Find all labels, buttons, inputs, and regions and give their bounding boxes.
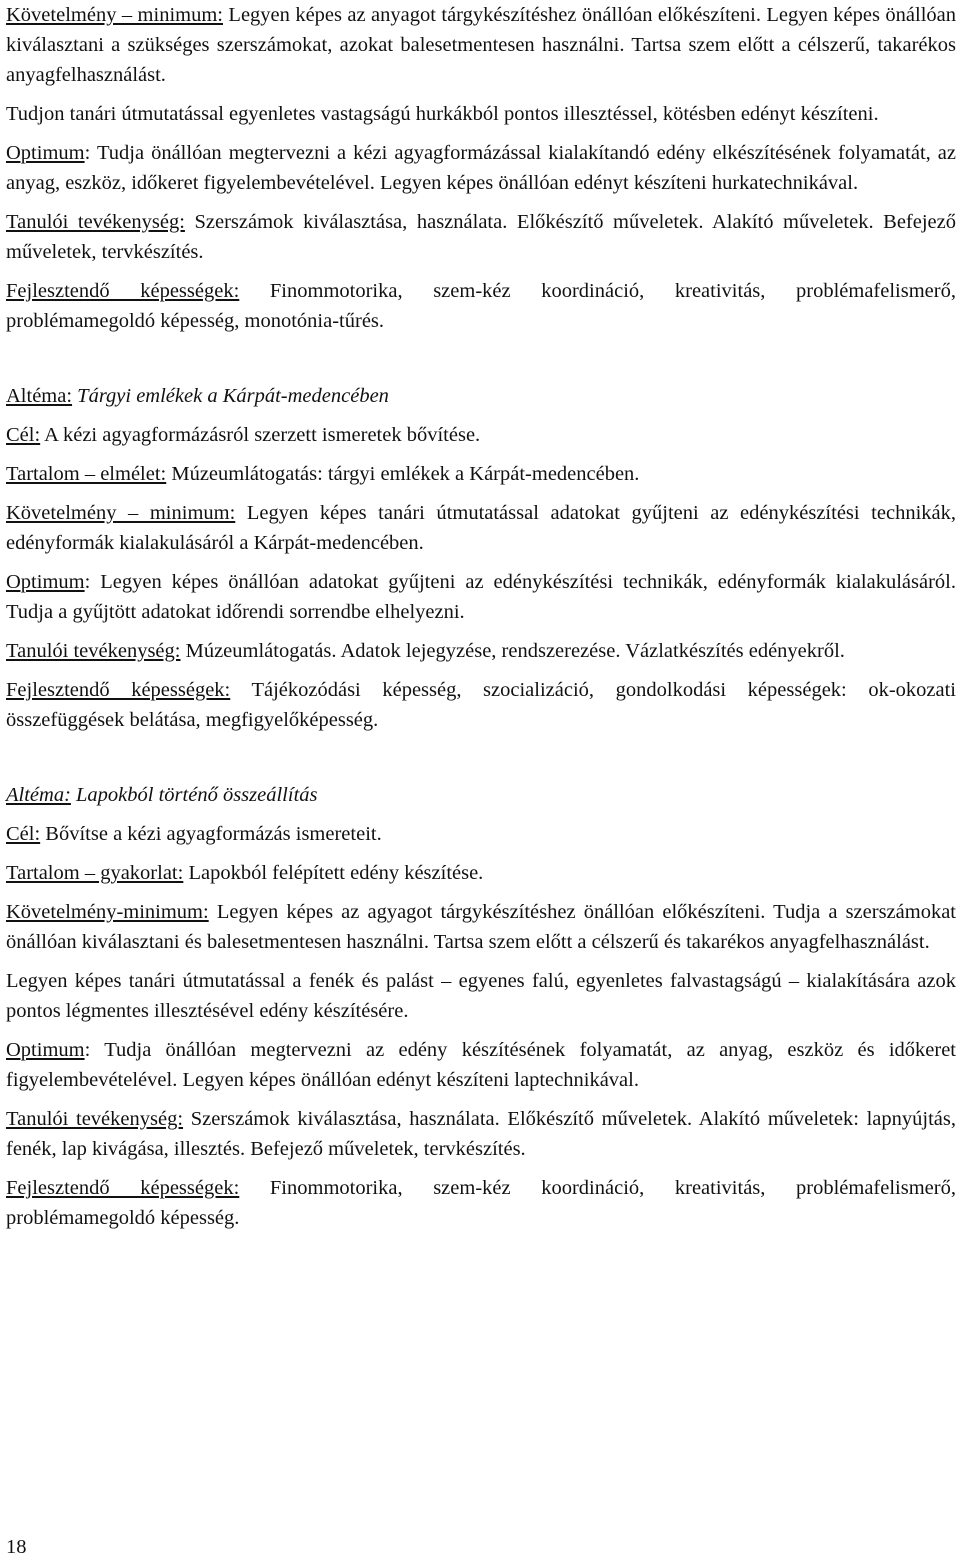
- intro-optimum: Optimum: Tudja önállóan megtervezni a kézi agyagformázással kialakítandó edény elkészítésének folyamatát, az anyag, eszköz, időkeret figyelembevételével. Legyen képes önállóan edényt készíteni hurkatechnikával.: [6, 142, 956, 194]
- altema-label: Altéma:: [6, 784, 71, 806]
- section2-kovetelmeny: Követelmény – minimum: Legyen képes tanári útmutatással adatokat gyűjteni az edénykészítési technikák, edényformák kialakulásáról a Kárpát-medencében.: [6, 502, 956, 554]
- section3-cel: Cél: Bővítse a kézi agyagformázás ismereteit.: [6, 823, 382, 845]
- section2-cel: Cél: A kézi agyagformázásról szerzett ismeretek bővítése.: [6, 424, 481, 446]
- fejlesztendo-label: Fejlesztendő képességek:: [6, 280, 240, 302]
- intro-fejlesztendo: Fejlesztendő képességek: Finommotorika, szem-kéz koordináció, kreativitás, problémafelismerő, problémamegoldó képesség, monotónia-tűrés.: [6, 280, 956, 332]
- altema-title: Lapokból történő összeállítás: [70, 784, 318, 806]
- kovetelmeny-label: Követelmény – minimum:: [6, 4, 223, 26]
- section2-fejlesztendo: Fejlesztendő képességek: Tájékozódási képesség, szocializáció, gondolkodási képességek: ok-okozati összefüggések belátása, megfigyelőképesség.: [6, 679, 956, 731]
- fejlesztendo-label: Fejlesztendő képességek:: [6, 679, 231, 701]
- section3-optimum: Optimum: Tudja önállóan megtervezni az edény készítésének folyamatát, az anyag, eszköz és időkeret figyelembevételével. Legyen képes önállóan edényt készíteni laptechnikával.: [6, 1039, 956, 1091]
- section2-optimum: Optimum: Legyen képes önállóan adatokat gyűjteni az edénykészítési technikák, edényformák kialakulásáról. Tudja a gyűjtött adatokat időrendi sorrendbe elhelyezni.: [6, 571, 956, 623]
- section2-altema: [6, 381, 956, 411]
- optimum-label: Optimum: [6, 1039, 85, 1061]
- section3-tartalom: Tartalom – gyakorlat: Lapokból felépített edény készítése.: [6, 862, 484, 884]
- fejlesztendo-label: Fejlesztendő képességek:: [6, 1177, 240, 1199]
- section3-legyen: Legyen képes tanári útmutatással a fenék és palást – egyenes falú, egyenletes falvastagságú – kialakítására azok pontos légmentes illesztésével edény készítésére.: [6, 970, 956, 1022]
- section3-tanuloi: Tanulói tevékenység: Szerszámok kiválasztása, használata. Előkészítő műveletek. Alakító műveletek: lapnyújtás, fenék, lap kivágása, illesztés. Befejező műveletek, tervkészítés.: [6, 1108, 956, 1160]
- intro-kovetelmeny: Követelmény – minimum: Legyen képes az anyagot tárgykészítéshez önállóan előkészíteni. Legyen képes önállóan kiválasztani a szükséges szerszámokat, azokat balesetmentesen használni. Tartsa szem előtt a célszerű, takarékos anyagfelhasználást.: [6, 4, 956, 86]
- optimum-label: Optimum: [6, 571, 85, 593]
- section3-altema: [6, 780, 956, 810]
- section3-kovetelmeny: Követelmény-minimum: Legyen képes az agyagot tárgykészítéshez önállóan előkészíteni. Tudja a szerszámokat önállóan kiválasztani és balesetmentesen használni. Tartsa szem előtt a célszerű és takarékos anyagfelhasználást.: [6, 901, 956, 953]
- optimum-label: Optimum: [6, 142, 85, 164]
- kovetelmeny-label: Követelmény-minimum:: [6, 901, 209, 923]
- tartalom-label: Tartalom – elmélet:: [6, 463, 167, 485]
- altema-label: Altéma:: [6, 385, 73, 407]
- document-page: [6, 0, 956, 1233]
- section2-tartalom: Tartalom – elmélet: Múzeumlátogatás: tárgyi emlékek a Kárpát-medencében.: [6, 463, 640, 485]
- section3-fejlesztendo: Fejlesztendő képességek: Finommotorika, szem-kéz koordináció, kreativitás, problémafelismerő, problémamegoldó képesség.: [6, 1177, 956, 1229]
- tanuloi-label: Tanulói tevékenység:: [6, 211, 185, 233]
- section2-tanuloi: Tanulói tevékenység: Múzeumlátogatás. Adatok lejegyzése, rendszerezése. Vázlatkészítés edényekről.: [6, 640, 845, 662]
- cel-label: Cél:: [6, 424, 41, 446]
- tartalom-label: Tartalom – gyakorlat:: [6, 862, 184, 884]
- kovetelmeny-label: Követelmény – minimum:: [6, 502, 236, 524]
- tanuloi-label: Tanulói tevékenység:: [6, 1108, 184, 1130]
- intro-tudjon: Tudjon tanári útmutatással egyenletes vastagságú hurkákból pontos illesztéssel, kötésben edényt készíteni.: [6, 103, 879, 125]
- tanuloi-label: Tanulói tevékenység:: [6, 640, 181, 662]
- cel-label: Cél:: [6, 823, 41, 845]
- page-number: 18: [6, 1536, 27, 1558]
- intro-tanuloi: Tanulói tevékenység: Szerszámok kiválasztása, használata. Előkészítő műveletek. Alakító műveletek. Befejező műveletek, tervkészítés.: [6, 211, 956, 263]
- altema-title: Tárgyi emlékek a Kárpát-medencében: [72, 385, 389, 407]
